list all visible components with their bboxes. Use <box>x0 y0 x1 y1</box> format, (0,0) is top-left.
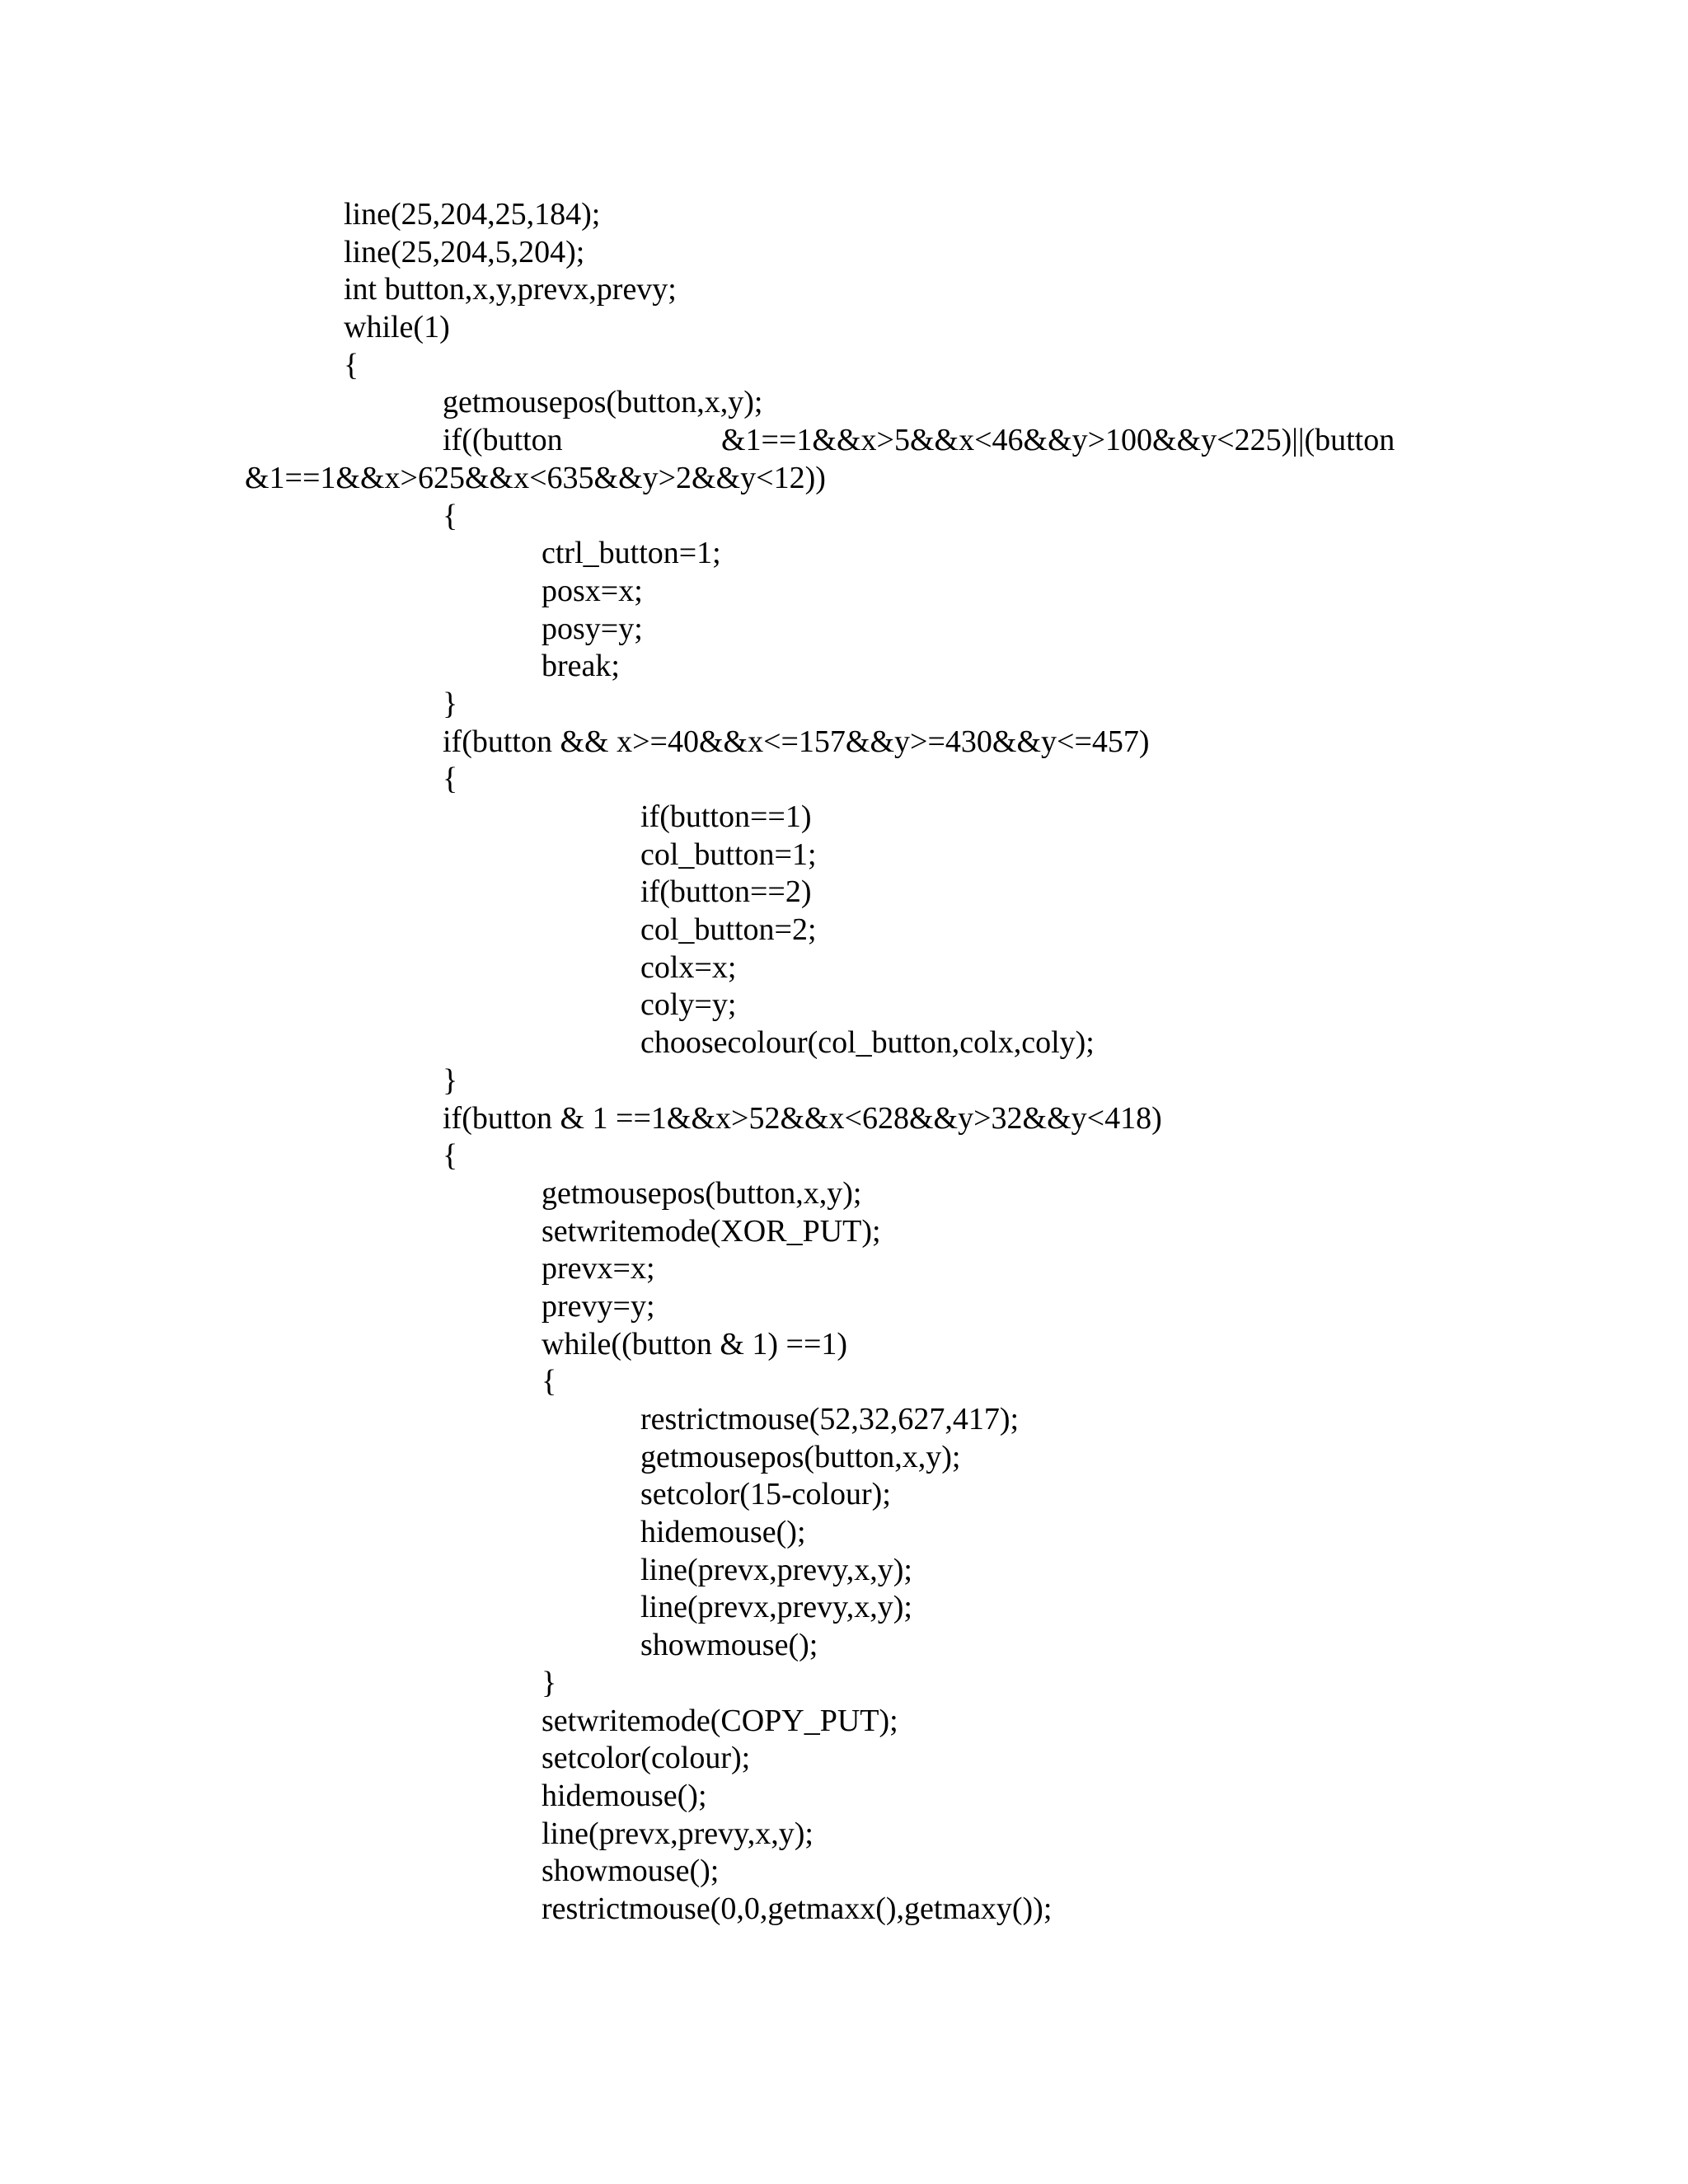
code-text: { <box>542 1364 557 1399</box>
code-text: &1==1&&x>5&&x<46&&y>100&&y<225)||(button <box>721 423 1395 458</box>
code-line <box>0 1589 1688 1627</box>
code-line <box>0 1891 1688 1929</box>
code-text: setcolor(colour); <box>542 1741 751 1776</box>
code-line <box>0 1552 1688 1590</box>
code-text: prevx=x; <box>542 1251 655 1286</box>
code-line <box>0 573 1688 611</box>
code-line <box>0 648 1688 686</box>
code-text: if(button==1) <box>640 799 812 834</box>
code-line <box>0 1439 1688 1477</box>
code-line <box>0 196 1688 234</box>
code-line <box>0 1514 1688 1552</box>
code-text: if((button <box>443 423 563 458</box>
code-text: break; <box>542 649 620 684</box>
code-text: coly=y; <box>640 987 737 1023</box>
code-line <box>0 611 1688 649</box>
code-line <box>0 799 1688 837</box>
code-text: getmousepos(button,x,y); <box>640 1439 961 1474</box>
code-line <box>0 347 1688 385</box>
code-text: getmousepos(button,x,y); <box>443 385 763 420</box>
code-text: line(prevx,prevy,x,y); <box>640 1552 912 1587</box>
code-text: posy=y; <box>542 611 643 646</box>
code-line <box>0 309 1688 347</box>
code-line <box>0 1627 1688 1665</box>
code-line <box>0 1778 1688 1816</box>
code-line <box>0 498 1688 536</box>
code-line <box>0 234 1688 272</box>
code-text: restrictmouse(0,0,getmaxx(),getmaxy()); <box>542 1891 1053 1926</box>
code-line <box>0 874 1688 912</box>
code-line <box>0 912 1688 949</box>
code-line <box>0 1100 1688 1138</box>
code-text: { <box>443 762 458 797</box>
code-text: } <box>443 686 458 721</box>
code-text: int button,x,y,prevx,prevy; <box>344 272 677 307</box>
code-text: getmousepos(button,x,y); <box>542 1175 862 1211</box>
code-line <box>0 1062 1688 1100</box>
code-line <box>0 1250 1688 1288</box>
code-text: posx=x; <box>542 573 643 608</box>
code-line <box>0 1476 1688 1514</box>
code-text: while(1) <box>344 310 450 345</box>
code-text: setcolor(15-colour); <box>640 1477 891 1512</box>
code-text: if(button & 1 ==1&&x>52&&x<628&&y>32&&y<418) <box>443 1100 1162 1136</box>
code-line <box>0 1703 1688 1741</box>
code-line <box>0 1853 1688 1891</box>
code-text: { <box>344 347 359 382</box>
code-line <box>0 535 1688 573</box>
code-line <box>0 1401 1688 1439</box>
code-text: { <box>443 498 458 533</box>
code-text: } <box>542 1665 557 1700</box>
code-line <box>0 422 1688 460</box>
code-text: hidemouse(); <box>640 1515 806 1550</box>
code-text: line(prevx,prevy,x,y); <box>640 1590 912 1625</box>
code-line <box>0 686 1688 724</box>
code-text: { <box>443 1138 458 1174</box>
code-text: if(button && x>=40&&x<=157&&y>=430&&y<=457) <box>443 724 1150 759</box>
code-line <box>0 460 1688 498</box>
code-text: while((button & 1) ==1) <box>542 1326 848 1361</box>
code-listing <box>0 196 1688 1929</box>
code-text: prevy=y; <box>542 1288 655 1324</box>
code-text: restrictmouse(52,32,627,417); <box>640 1402 1020 1436</box>
code-text: &1==1&&x>625&&x<635&&y>2&&y<12)) <box>245 460 826 495</box>
code-text: col_button=1; <box>640 837 817 872</box>
code-text: setwritemode(XOR_PUT); <box>542 1213 881 1249</box>
code-text: line(prevx,prevy,x,y); <box>542 1816 814 1851</box>
code-line <box>0 949 1688 987</box>
code-text: if(button==2) <box>640 874 812 910</box>
code-text: ctrl_button=1; <box>542 536 721 571</box>
code-line <box>0 837 1688 874</box>
code-line <box>0 1740 1688 1778</box>
code-line <box>0 271 1688 309</box>
code-line <box>0 1175 1688 1213</box>
code-line <box>0 1288 1688 1326</box>
code-line <box>0 987 1688 1024</box>
code-line <box>0 1024 1688 1062</box>
code-text: hidemouse(); <box>542 1778 707 1813</box>
code-line <box>0 761 1688 799</box>
code-line <box>0 1816 1688 1854</box>
code-text: col_button=2; <box>640 912 817 948</box>
code-text: showmouse(); <box>640 1628 818 1663</box>
code-line <box>0 1665 1688 1703</box>
code-text: choosecolour(col_button,colx,coly); <box>640 1025 1095 1061</box>
code-text: line(25,204,5,204); <box>344 234 585 269</box>
code-line <box>0 384 1688 422</box>
code-line <box>0 1213 1688 1251</box>
code-line <box>0 1137 1688 1175</box>
code-line <box>0 1326 1688 1364</box>
code-text: line(25,204,25,184); <box>344 197 601 232</box>
code-line <box>0 1363 1688 1401</box>
code-text: colx=x; <box>640 949 737 985</box>
code-text: setwritemode(COPY_PUT); <box>542 1703 898 1738</box>
code-text: } <box>443 1062 458 1098</box>
code-text: showmouse(); <box>542 1854 720 1889</box>
code-line <box>0 724 1688 762</box>
